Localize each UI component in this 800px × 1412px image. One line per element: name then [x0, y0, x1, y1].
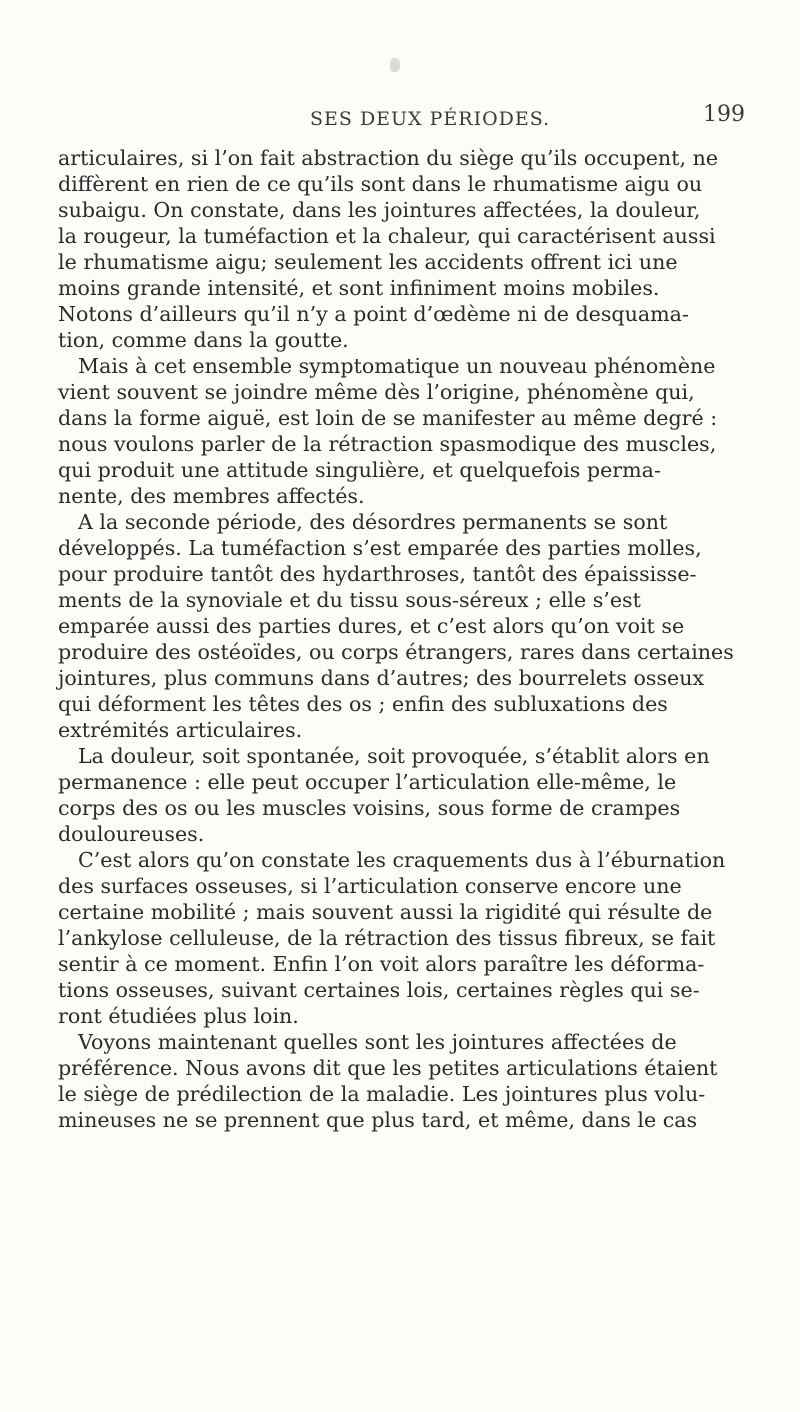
text-line: permanence : elle peut occuper l’articulation elle-même, le [58, 770, 677, 794]
text-line: le siège de prédilection de la maladie. Les jointures plus volu- [58, 1082, 706, 1106]
text-line: corps des os ou les muscles voisins, sous forme de crampes [58, 796, 681, 820]
page-header [170, 102, 790, 148]
text-line: douloureuses. [58, 822, 205, 846]
text-line: jointures, plus communs dans d’autres; des bourrelets osseux [58, 666, 705, 690]
text-line: Voyons maintenant quelles sont les jointures affectées de [78, 1030, 677, 1054]
text-line: A la seconde période, des désordres permanents se sont [78, 510, 668, 534]
text-line: qui produit une attitude singulière, et quelquefois perma- [58, 458, 661, 482]
text-line: produire des ostéoïdes, ou corps étrangers, rares dans certaines [58, 640, 734, 664]
text-line: pour produire tantôt des hydarthroses, tantôt des épaississe- [58, 562, 697, 586]
text-line: dans la forme aiguë, est loin de se manifester au même degré : [58, 406, 718, 430]
text-line: subaigu. On constate, dans les jointures affectées, la douleur, [58, 198, 701, 222]
text-line: mineuses ne se prennent que plus tard, et même, dans le cas [58, 1108, 698, 1132]
text-line: La douleur, soit spontanée, soit provoquée, s’établit alors en [78, 744, 710, 768]
text-line: articulaires, si l’on fait abstraction du siège qu’ils occupent, ne [58, 146, 719, 170]
text-line: le rhumatisme aigu; seulement les accidents offrent ici une [58, 250, 678, 274]
text-line: C’est alors qu’on constate les craquements dus à l’éburnation [78, 848, 726, 872]
ink-spot [390, 58, 400, 72]
text-line: nente, des membres affectés. [58, 484, 365, 508]
text-line: tions osseuses, suivant certaines lois, certaines règles qui se- [58, 978, 700, 1002]
text-line: des surfaces osseuses, si l’articulation conserve encore une [58, 874, 682, 898]
text-line: ront étudiées plus loin. [58, 1004, 299, 1028]
text-line: diffèrent en rien de ce qu’ils sont dans le rhumatisme aigu ou [58, 172, 703, 196]
text-line: certaine mobilité ; mais souvent aussi la rigidité qui résulte de [58, 900, 713, 924]
text-line: développés. La tuméfaction s’est emparée des parties molles, [58, 536, 702, 560]
text-line: l’ankylose celluleuse, de la rétraction des tissus fibreux, se fait [58, 926, 716, 950]
running-title: SES DEUX PÉRIODES. [310, 108, 551, 130]
text-line: extrémités articulaires. [58, 718, 303, 742]
text-line: Notons d’ailleurs qu’il n’y a point d’œdème ni de desquama- [58, 302, 689, 326]
text-line: Mais à cet ensemble symptomatique un nouveau phénomène [78, 354, 716, 378]
text-line: préférence. Nous avons dit que les petites articulations étaient [58, 1056, 718, 1080]
text-line: ments de la synoviale et du tissu sous-séreux ; elle s’est [58, 588, 641, 612]
text-line: la rougeur, la tuméfaction et la chaleur, qui caractérisent aussi [58, 224, 716, 248]
text-line: nous voulons parler de la rétraction spasmodique des muscles, [58, 432, 717, 456]
text-line: sentir à ce moment. Enfin l’on voit alors paraître les déforma- [58, 952, 705, 976]
page-number: 199 [703, 102, 745, 127]
text-line: qui déforment les têtes des os ; enfin des subluxations des [58, 692, 668, 716]
text-line: tion, comme dans la goutte. [58, 328, 349, 352]
text-line: emparée aussi des parties dures, et c’est alors qu’on voit se [58, 614, 685, 638]
text-line: moins grande intensité, et sont infiniment moins mobiles. [58, 276, 660, 300]
text-line: vient souvent se joindre même dès l’origine, phénomène qui, [58, 380, 695, 404]
